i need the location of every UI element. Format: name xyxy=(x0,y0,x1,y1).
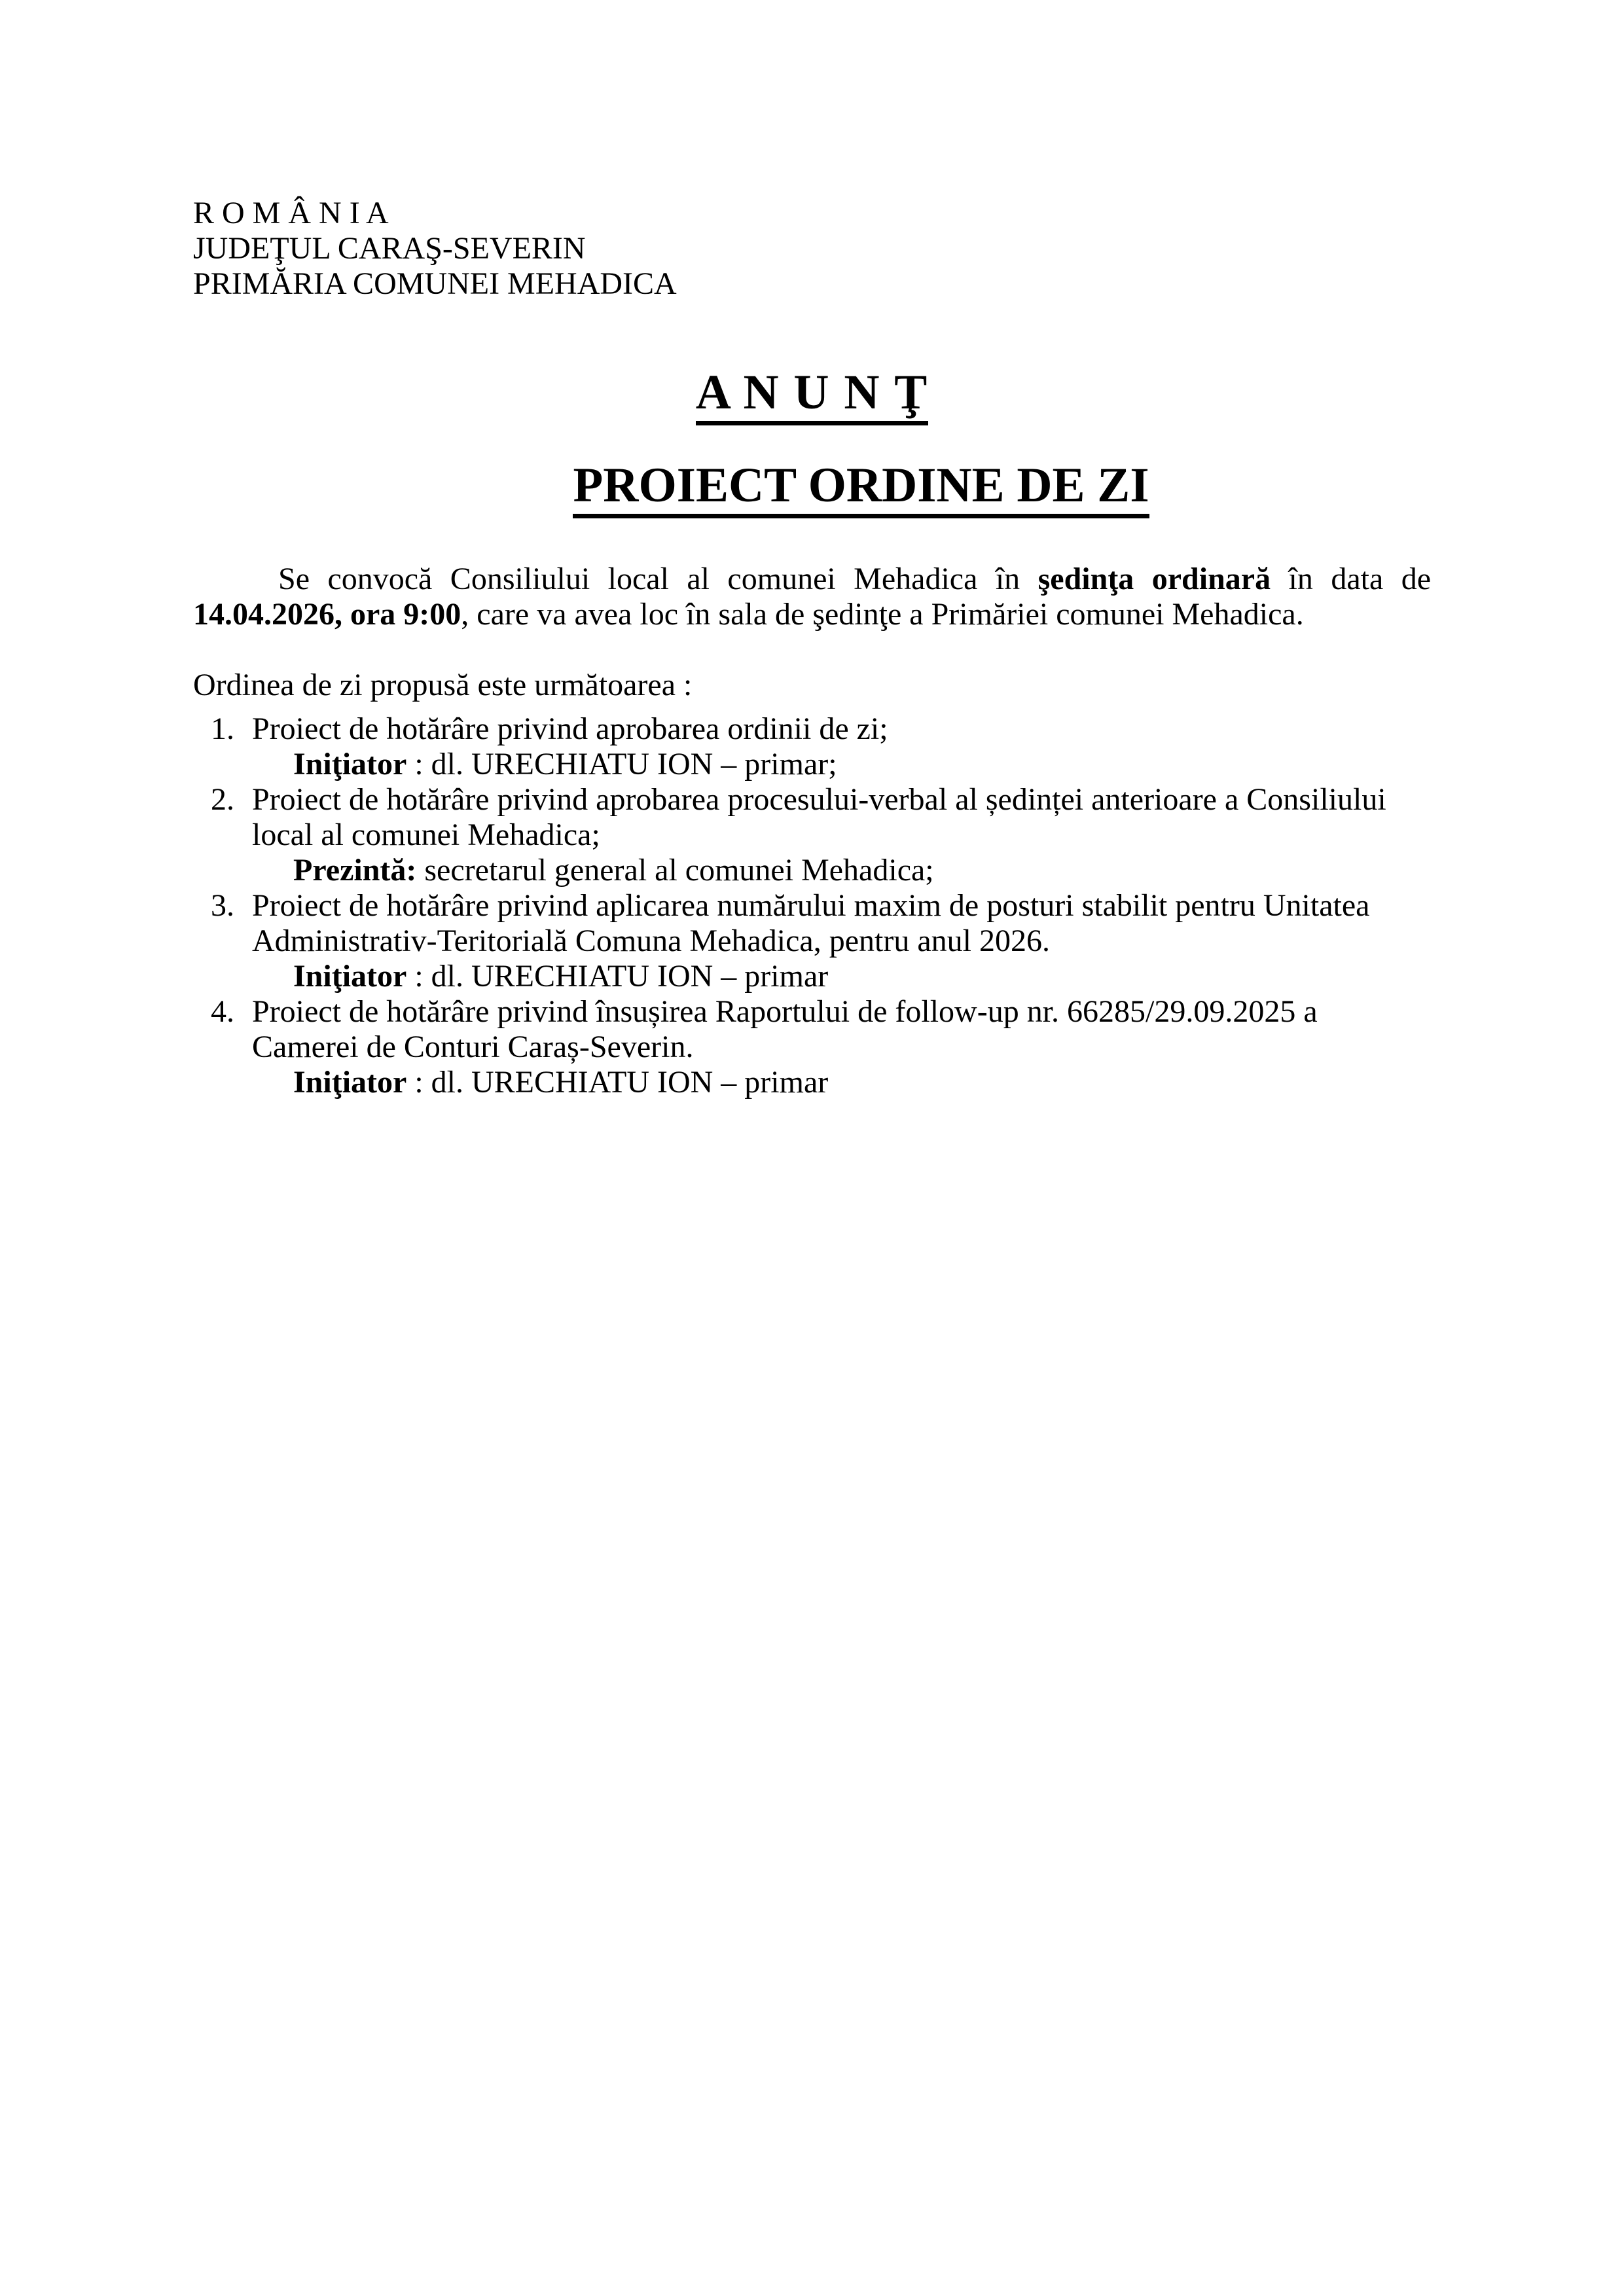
intro-text-3: , care va avea loc în sala de şedinţe a Primăriei comunei Mehadica. xyxy=(461,596,1304,632)
intro-bold-session-type: şedinţa ordinară xyxy=(1038,561,1271,596)
agenda-item-2 xyxy=(193,782,1431,888)
initiator-label: Iniţiator xyxy=(293,1064,407,1100)
county-line: JUDEŢUL CARAŞ-SEVERIN xyxy=(193,231,586,266)
initiator-value: : dl. URECHIATU ION – primar xyxy=(406,958,829,994)
agenda-project-title-text: PROIECT ORDINE DE ZI xyxy=(573,460,1149,518)
intro-text-2: în data de xyxy=(1271,561,1432,596)
item-number: 2. xyxy=(211,781,234,817)
announcement-title xyxy=(193,364,1431,425)
item-initiator-line xyxy=(252,1065,1431,1100)
item-initiator-line xyxy=(252,959,1431,994)
item-text: Proiect de hotărâre privind aprobarea ordinii de zi; xyxy=(252,711,888,746)
agenda-item-1 xyxy=(193,711,1431,782)
intro-text-1: Se convocă Consiliului local al comunei Mehadica în xyxy=(278,561,1038,596)
item-initiator-line xyxy=(252,747,1431,782)
country-line: R O M Â N I A xyxy=(193,196,389,230)
letterhead xyxy=(193,196,1431,302)
presenter-label: Prezintă: xyxy=(293,852,417,888)
item-number: 1. xyxy=(211,711,234,746)
initiator-value: : dl. URECHIATU ION – primar; xyxy=(406,746,837,781)
item-text: Proiect de hotărâre privind aplicarea numărului maxim de posturi stabilit pentru Unitatea Administrativ-Teritorială Comuna Mehadica, pentru anul 2026. xyxy=(252,888,1370,958)
item-text: Proiect de hotărâre privind aprobarea procesului-verbal al ședinței anterioare a Consiliului local al comunei Mehadica; xyxy=(252,781,1386,852)
agenda-item-3 xyxy=(193,888,1431,994)
item-number: 3. xyxy=(211,888,234,923)
announcement-title-text: A N U N Ţ xyxy=(696,367,929,425)
agenda-list xyxy=(193,711,1431,1100)
convocation-paragraph xyxy=(193,562,1431,632)
intro-bold-date-time: 14.04.2026, ora 9:00 xyxy=(193,596,461,632)
initiator-label: Iniţiator xyxy=(293,746,407,781)
item-number: 4. xyxy=(211,994,234,1029)
agenda-project-title xyxy=(193,457,1431,518)
agenda-item-4 xyxy=(193,994,1431,1100)
item-text: Proiect de hotărâre privind însușirea Raportului de follow-up nr. 66285/29.09.2025 a Camerei de Conturi Caraș-Severin. xyxy=(252,994,1318,1064)
institution-line: PRIMĂRIA COMUNEI MEHADICA xyxy=(193,266,677,301)
initiator-value: : dl. URECHIATU ION – primar xyxy=(406,1064,829,1100)
initiator-label: Iniţiator xyxy=(293,958,407,994)
presenter-value: secretarul general al comunei Mehadica; xyxy=(416,852,934,888)
document-content xyxy=(0,0,1624,1100)
item-presenter-line xyxy=(252,853,1431,888)
agenda-intro-label: Ordinea de zi propusă este următoarea : xyxy=(193,667,693,702)
